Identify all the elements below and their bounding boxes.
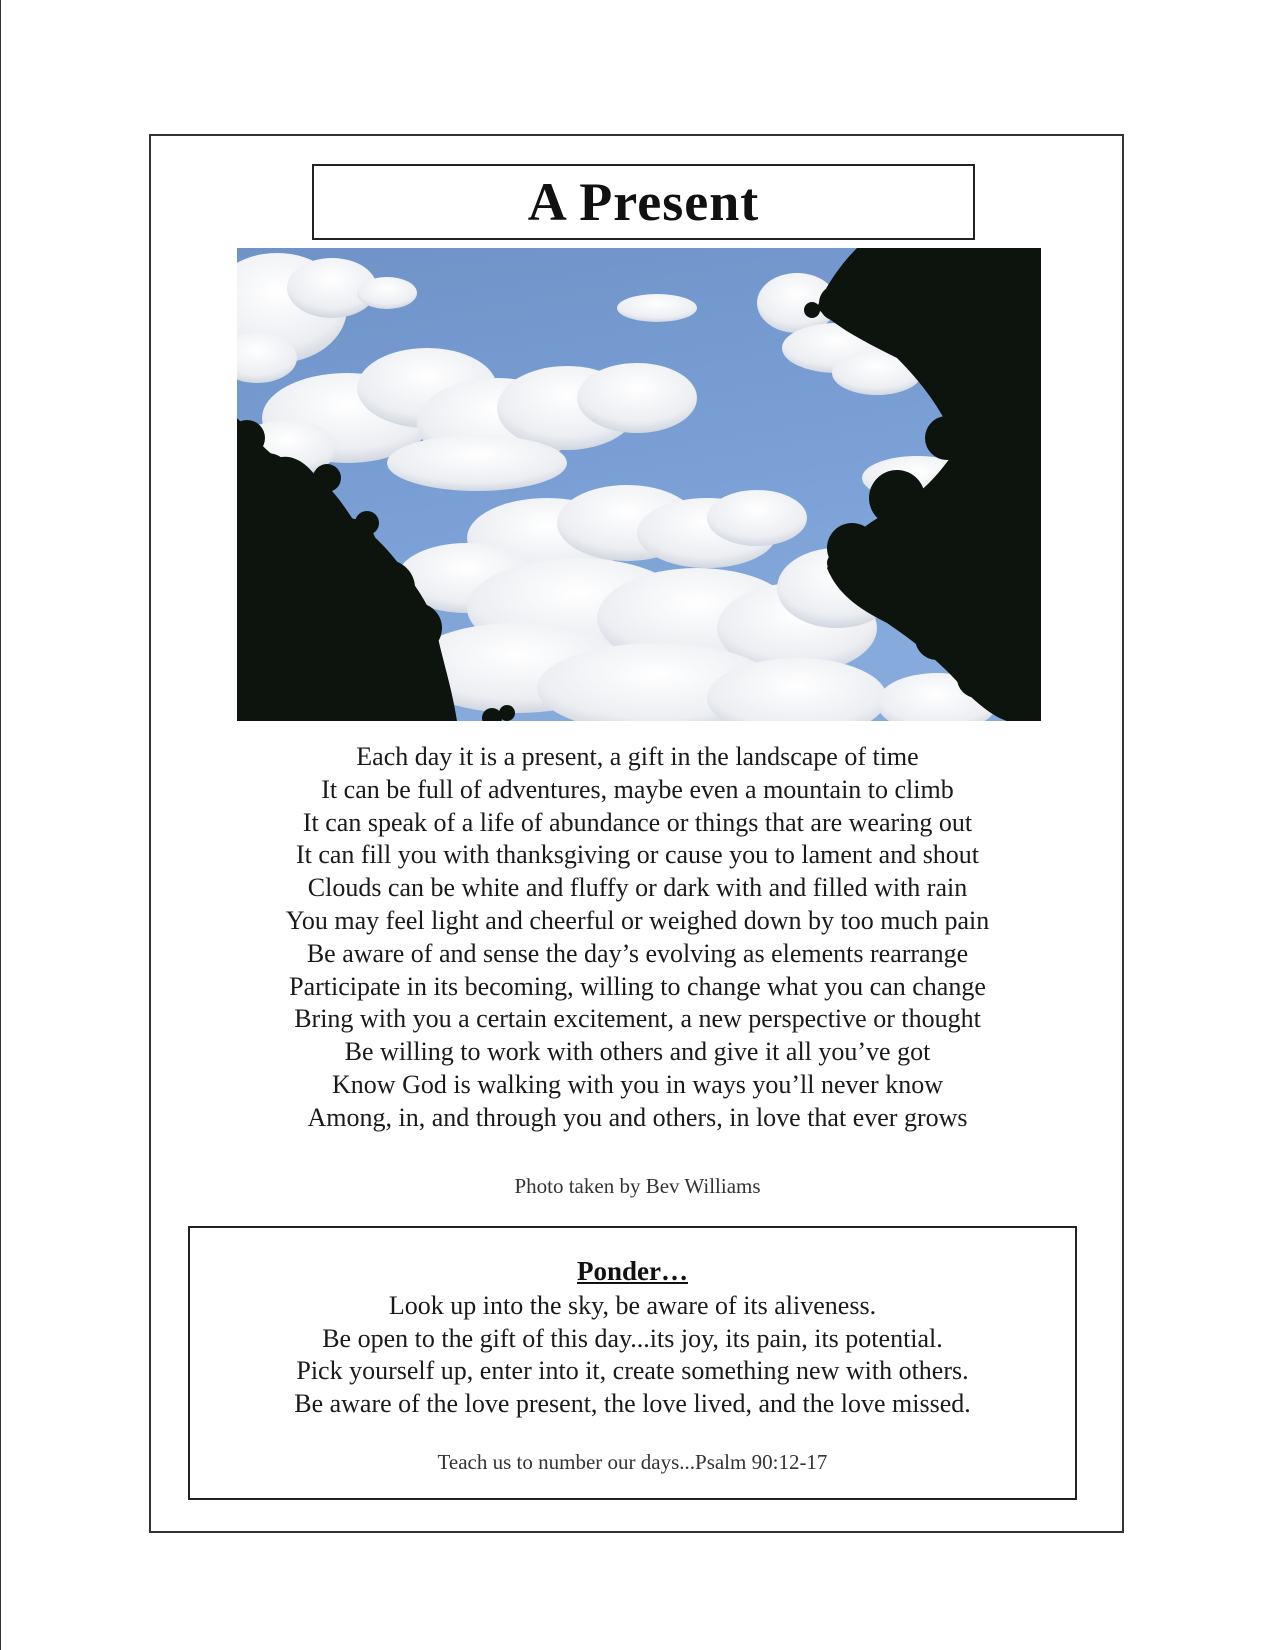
scripture-reference: Teach us to number our days...Psalm 90:12-17 — [437, 1450, 828, 1474]
ponder-box — [188, 1226, 1077, 1500]
ponder-heading: Ponder… — [577, 1256, 688, 1286]
page-edge-rule — [0, 0, 1, 1650]
poem-line: It can speak of a life of abundance or things that are wearing out — [302, 807, 973, 837]
ponder-line: Pick yourself up, enter into it, create something new with others. — [296, 1356, 969, 1385]
page-title: A Present — [527, 172, 760, 232]
title-box — [312, 164, 975, 240]
poem-line: You may feel light and cheerful or weighed down by too much pain — [285, 905, 990, 935]
poem — [200, 741, 1075, 1135]
poem-line: Be willing to work with others and give it all you’ve got — [344, 1037, 931, 1067]
poem-line: Clouds can be white and fluffy or dark with and filled with rain — [307, 873, 968, 903]
photo-credit: Photo taken by Bev Williams — [514, 1174, 761, 1198]
poem-line: Each day it is a present, a gift in the landscape of time — [356, 742, 919, 771]
poem-line: Know God is walking with you in ways you’ll never know — [332, 1069, 943, 1099]
ponder-line: Look up into the sky, be aware of its aliveness. — [388, 1291, 877, 1320]
sky-photo — [237, 248, 1041, 721]
poem-line: Bring with you a certain excitement, a new perspective or thought — [294, 1004, 981, 1034]
ponder-line: Be aware of the love present, the love lived, and the love missed. — [294, 1388, 971, 1418]
poem-line: Participate in its becoming, willing to change what you can change — [289, 971, 986, 1001]
poem-line: Be aware of and sense the day’s evolving as elements rearrange — [306, 938, 969, 968]
ponder-text — [190, 1290, 1075, 1420]
ponder-line: Be open to the gift of this day...its joy, its pain, its potential. — [322, 1323, 943, 1353]
poem-line: Among, in, and through you and others, in love that ever grows — [307, 1102, 968, 1132]
poem-line: It can fill you with thanksgiving or cause you to lament and shout — [295, 840, 980, 870]
poem-line: It can be full of adventures, maybe even a mountain to climb — [321, 774, 954, 804]
